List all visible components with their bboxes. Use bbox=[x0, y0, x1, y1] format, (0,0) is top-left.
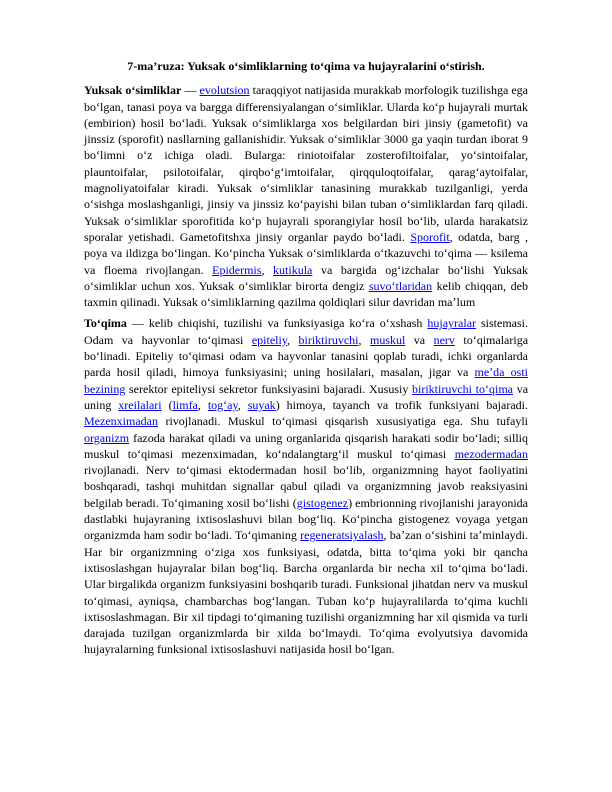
body-text: rivojlanadi. Nerv toʻqimasi ektodermadan hosil boʻlib, organizmning hayot faoliyatini boshqaradi, tashqi muhitdan signallar qabul qiladi va organizmning javob reaksiyasini belgilab beradi. Toʻqimaning xosil boʻlishi ( bbox=[84, 463, 528, 510]
hyperlink[interactable]: muskul bbox=[369, 332, 406, 347]
hyperlink[interactable]: togʻay bbox=[207, 397, 238, 412]
body-text: va uning bbox=[84, 381, 529, 412]
body-text: — bbox=[181, 83, 200, 98]
hyperlink[interactable]: Mezenximadan bbox=[84, 414, 158, 429]
body-text: , bbox=[358, 332, 370, 347]
hyperlink[interactable]: gistogenez bbox=[296, 495, 349, 510]
hyperlink[interactable]: Epidermis bbox=[212, 262, 262, 277]
body-text: toʻqimalariga boʻlinadi. Epiteliy toʻqimasi odam va hayvonlar tanasini qoplab turadi, ichki organlarda parda hosil qiladi, himoya funksiyasini; uning hosilalari, masalan, jigar va bbox=[84, 332, 529, 380]
body-text: taraqqiyot natijasida murakkab morfologik tuzilishga ega boʻlgan, tanasi poya va bargga differensiyalangan oʻsimliklar. Ularda koʻp hujayrali murtak (embirion) hosil boʻladi. Yuksak oʻsimliklarga xos belgilardan biri jinsiy (gametofit) va jinssiz (sporofit) nasllarning gallanishidir. Yuksak oʻsimliklar 3000 ga yaqin turdan iborat 9 boʻlimni oʻz ichiga oladi. Bularga: riniotoifalar zosterofiltoifalar, yoʻsintoifalar, plauntoifalar, psilotoifalar, qirqboʻgʻimtoifalar, qirqquloqtoifalar, qaragʻaytoifalar, magnoliyatoifalar kiradi. Yuksak oʻsimliklar tanasining murakkab tuzilganligi, yerda oʻsishga moslashganligi, jinsiy va jinssiz koʻpayishi bilan tuban oʻsimliklardan farq qiladi. Yuksak oʻsimliklar sporofitida koʻp hujayrali sporangiylar hosil boʻlib, ularda harakatsiz sporalar yetishadi. Gametofitshxa jinsiy organlar paydo boʻladi. bbox=[84, 83, 529, 244]
body-text: ) himoya, tayanch va trofik funksiyani bajaradi. bbox=[275, 397, 528, 412]
hyperlink[interactable]: meʼda osti bezining bbox=[84, 365, 528, 396]
hyperlink[interactable]: kutikula bbox=[273, 262, 313, 277]
hyperlink[interactable]: mezodermadan bbox=[454, 446, 528, 461]
hyperlink[interactable]: biriktiruvchi toʻqima bbox=[412, 381, 514, 396]
lecture-title: 7-ma’ruza: Yuksak o‘simliklarning to‘qima va hujayralarini o‘stirish. bbox=[127, 59, 485, 73]
hyperlink[interactable]: xreilalari bbox=[118, 397, 162, 412]
body-text: , odatda, barg , poya va ildizga boʻlingan. Koʻpincha Yuksak oʻsimliklarda oʻtkazuvchi toʻqima — ksilema va floema rivojlangan. bbox=[84, 229, 529, 277]
body-text: , bbox=[261, 262, 274, 277]
hyperlink[interactable]: limfa bbox=[172, 397, 198, 412]
body-text: serektor epiteliysi sekretor funksiyasini bajaradi. Xususiy bbox=[125, 381, 413, 396]
hyperlink[interactable]: epiteliy bbox=[251, 332, 288, 347]
body-text: , bbox=[237, 397, 248, 412]
document-body bbox=[84, 82, 528, 657]
body-text: sistemasi. Odam va hayvonlar toʻqimasi bbox=[84, 316, 528, 347]
hyperlink[interactable]: biriktiruvchi bbox=[298, 332, 359, 347]
paragraph bbox=[84, 82, 528, 310]
hyperlink[interactable]: Sporofit bbox=[410, 229, 450, 244]
paragraph bbox=[84, 315, 528, 657]
document-page bbox=[84, 58, 528, 663]
body-text: va bbox=[405, 332, 434, 347]
defined-term: To‘qima bbox=[84, 316, 127, 331]
body-text: fazoda harakat qiladi va uning organlarida qisqarish harakati sodir boʻladi; silliq muskul toʻqimasi mezenximadan, koʻndalangtargʻil muskul toʻqimasi bbox=[84, 430, 528, 461]
hyperlink[interactable]: nerv bbox=[433, 332, 455, 347]
hyperlink[interactable]: hujayralar bbox=[427, 316, 477, 331]
body-text: , bbox=[197, 397, 208, 412]
hyperlink[interactable]: organizm bbox=[84, 430, 130, 445]
hyperlink[interactable]: regeneratsiyalash bbox=[300, 528, 384, 543]
hyperlink[interactable]: suyak bbox=[247, 397, 276, 412]
body-text: kelib chiqqan, deb taxmin qilinadi. Yuksak oʻsimliklarning qazilma qoldiqlari silur davridan maʼlum bbox=[84, 278, 529, 310]
body-text: , baʼzan oʻsishini taʼminlaydi. Har bir organizmning oʻziga xos funksiyasi, odatda, bitta toʻqima yoki bir qancha ixtisoslashgan hujayralar bilan bogʻliq. Barcha organlarda bir necha xil toʻqima boʻladi. Ular birgalikda organizm funksiyasini boshqarib turadi. Funksional jihatdan nerv va muskul toʻqimasi, ayniqsa, chambarchas bogʻlangan. Tuban koʻp hujayralilarda toʻqima kuchli ixtisoslashmagan. Bir xil tipdagi toʻqimaning tuzilishi organizmning har xil qismida va turli darajada tuzilgan organizmlarda bir xilda boʻlmaydi. Toʻqima evolyutsiya davomida hujayralarning funksional ixtisoslashuvi natijasida hosil boʻlgan. bbox=[84, 528, 528, 657]
body-text: , bbox=[287, 332, 299, 347]
hyperlink[interactable]: evolutsion bbox=[199, 83, 250, 98]
body-text: rivojlanadi. Muskul toʻqimasi qisqarish xususiyatiga ega. Shu tufayli bbox=[157, 414, 528, 429]
defined-term: Yuksak o‘simliklar bbox=[84, 83, 182, 98]
hyperlink[interactable]: suvoʻtlaridan bbox=[368, 278, 433, 293]
body-text: — kelib chiqishi, tuzilishi va funksiyasiga koʻra oʻxshash bbox=[126, 316, 428, 331]
body-text: va bargida ogʻizchalar boʻlishi Yuksak oʻsimliklar uchun xos. Yuksak oʻsimliklar birorta dengiz bbox=[84, 262, 528, 293]
body-text: ( bbox=[161, 397, 173, 412]
body-text: ) embrionning rivojlanishi jarayonida dastlabki hujayraning ixtisoslashuvi bilan bogʻliq. Koʻpincha gistogenez voyaga yetgan organizmda ham sodir boʻladi. Toʻqimaning bbox=[84, 495, 529, 543]
